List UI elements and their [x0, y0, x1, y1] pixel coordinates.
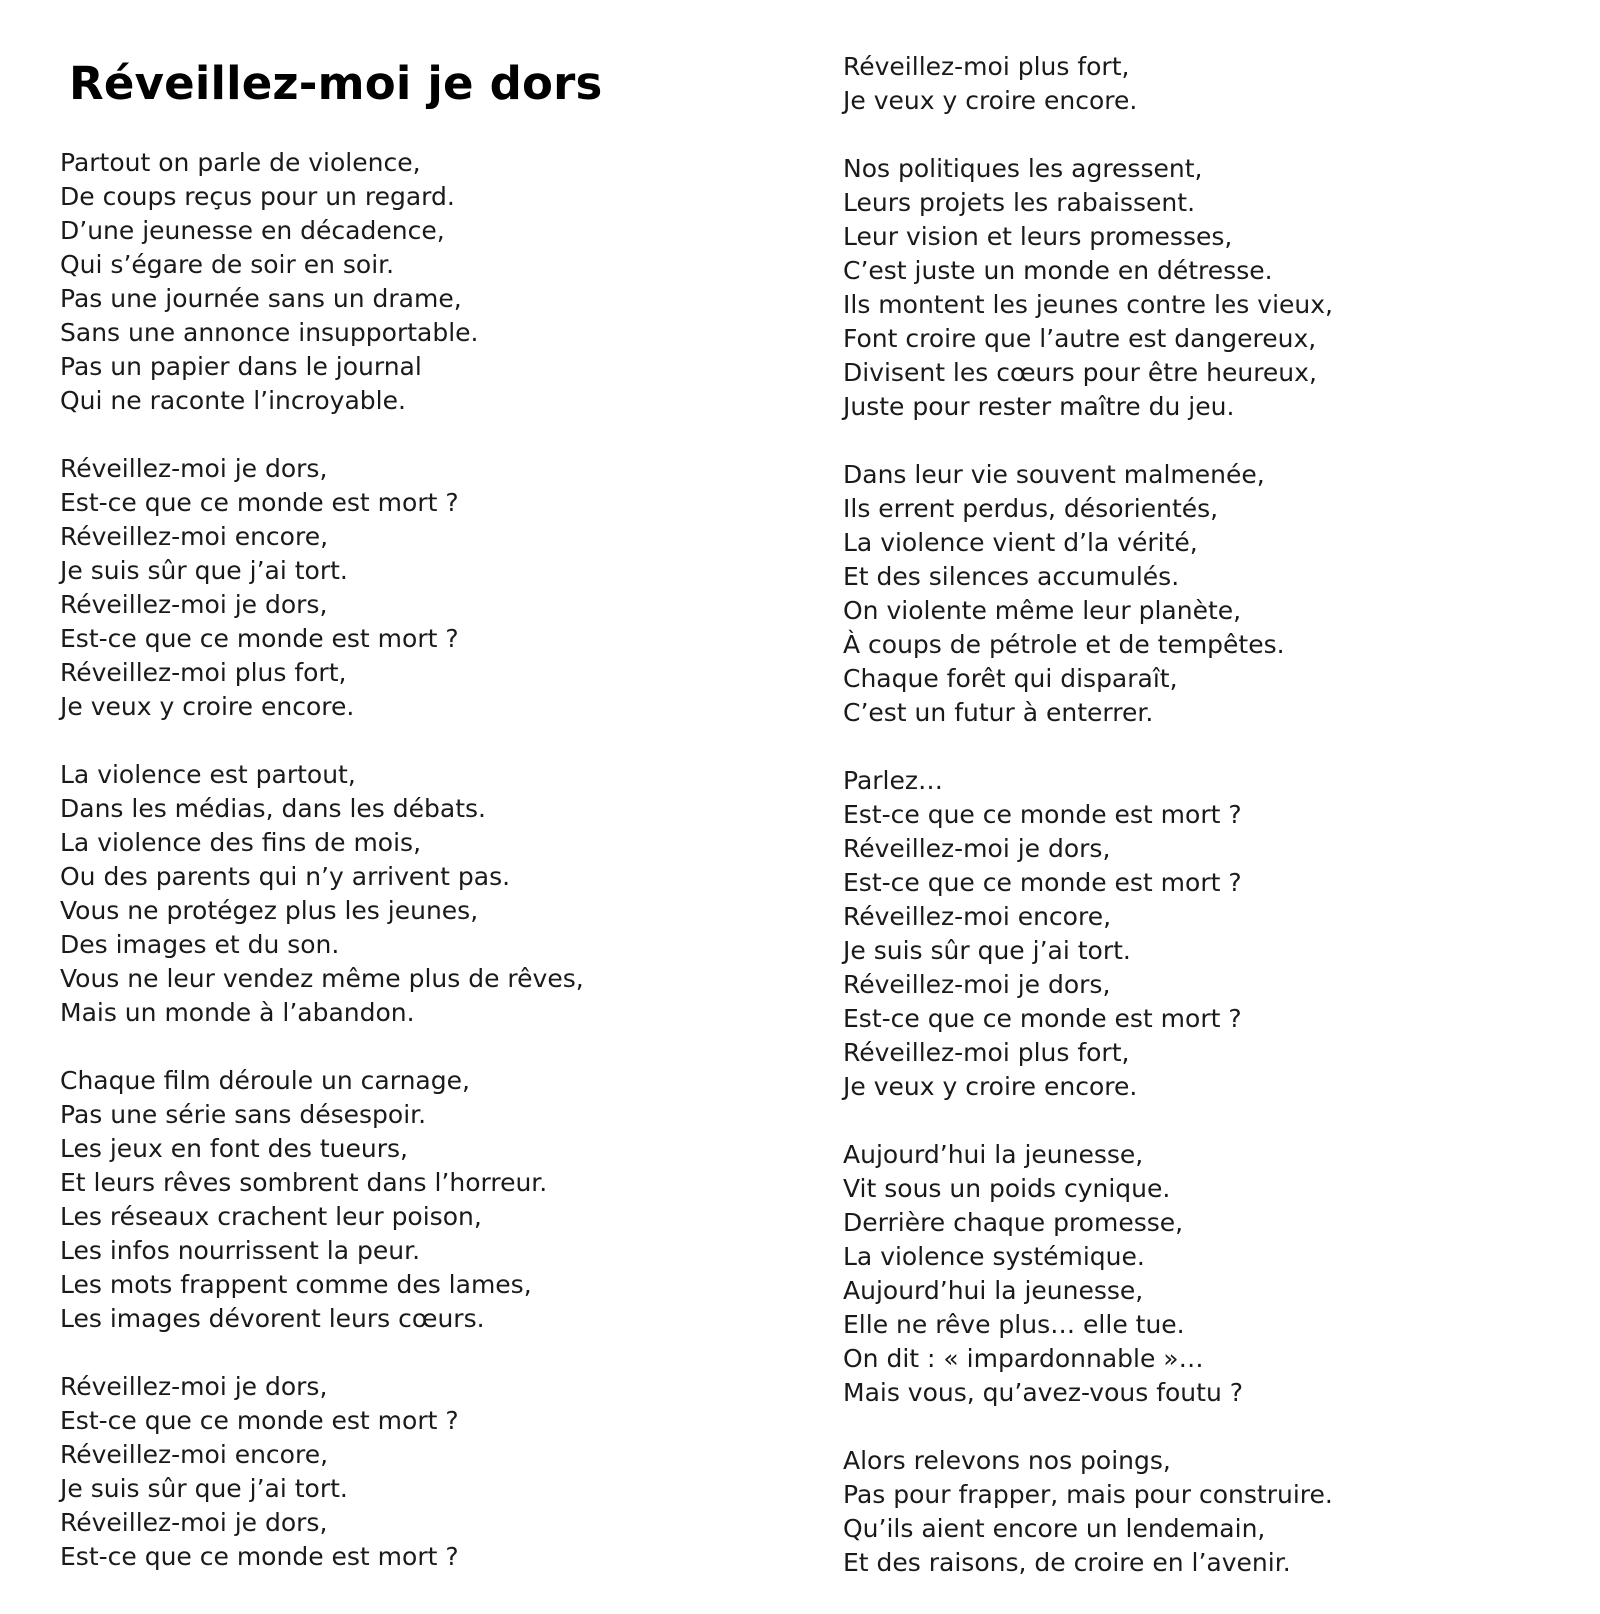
verse-line: Font croire que l’autre est dangereux, — [843, 324, 1317, 353]
verse-line: Réveillez-moi je dors, — [60, 454, 328, 483]
verse-line: Est-ce que ce monde est mort ? — [60, 1406, 459, 1435]
verse-line: Mais vous, qu’avez-vous foutu ? — [843, 1378, 1243, 1407]
verse-line: Nos politiques les agressent, — [843, 154, 1203, 183]
stanza — [843, 764, 1563, 1104]
verse-line: Derrière chaque promesse, — [843, 1208, 1184, 1237]
verse-line: Est-ce que ce monde est mort ? — [60, 488, 459, 517]
stanza — [60, 758, 780, 1030]
verse-line: Réveillez-moi plus fort, — [60, 658, 347, 687]
verse-line: Qui s’égare de soir en soir. — [60, 250, 395, 279]
verse-line: Réveillez-moi encore, — [843, 902, 1112, 931]
verse-line: Parlez… — [843, 766, 943, 795]
verse-line: Réveillez-moi encore, — [60, 1440, 329, 1469]
verse-line: Qu’ils aient encore un lendemain, — [843, 1514, 1266, 1543]
verse-line: Les images dévorent leurs cœurs. — [60, 1304, 485, 1333]
verse-line: C’est un futur à enterrer. — [843, 698, 1154, 727]
verse-line: De coups reçus pour un regard. — [60, 182, 455, 211]
verse-line: On violente même leur planète, — [843, 596, 1242, 625]
stanza — [60, 452, 780, 724]
verse-line: Est-ce que ce monde est mort ? — [843, 868, 1242, 897]
verse-line: Pas un papier dans le journal — [60, 352, 422, 381]
verse-line: Réveillez-moi encore, — [60, 522, 329, 551]
stanza — [843, 50, 1563, 118]
verse-line: Et leurs rêves sombrent dans l’horreur. — [60, 1168, 548, 1197]
verse-line: Et des silences accumulés. — [843, 562, 1180, 591]
verse-line: Réveillez-moi plus fort, — [843, 1038, 1130, 1067]
verse-line: Réveillez-moi plus fort, — [843, 52, 1130, 81]
verse-line: Et des raisons, de croire en l’avenir. — [843, 1548, 1291, 1577]
right-column — [843, 50, 1563, 1614]
verse-line: Réveillez-moi je dors, — [843, 970, 1111, 999]
left-column — [60, 146, 780, 1608]
verse-line: D’une jeunesse en décadence, — [60, 216, 445, 245]
verse-line: Ou des parents qui n’y arrivent pas. — [60, 862, 511, 891]
verse-line: Ils errent perdus, désorientés, — [843, 494, 1219, 523]
verse-line: La violence systémique. — [843, 1242, 1145, 1271]
verse-line: Réveillez-moi je dors, — [843, 834, 1111, 863]
verse-line: Juste pour rester maître du jeu. — [843, 392, 1235, 421]
stanza — [60, 1370, 780, 1574]
verse-line: Vous ne protégez plus les jeunes, — [60, 896, 479, 925]
verse-line: À coups de pétrole et de tempêtes. — [843, 630, 1285, 659]
verse-line: La violence des fins de mois, — [60, 828, 422, 857]
verse-line: Vous ne leur vendez même plus de rêves, — [60, 964, 584, 993]
verse-line: Je suis sûr que j’ai tort. — [60, 556, 348, 585]
verse-line: Est-ce que ce monde est mort ? — [60, 1542, 459, 1571]
verse-line: Pas une journée sans un drame, — [60, 284, 462, 313]
verse-line: C’est juste un monde en détresse. — [843, 256, 1273, 285]
stanza — [60, 1064, 780, 1336]
verse-line: Aujourd’hui la jeunesse, — [843, 1140, 1144, 1169]
verse-line: Chaque film déroule un carnage, — [60, 1066, 470, 1095]
verse-line: Les mots frappent comme des lames, — [60, 1270, 532, 1299]
verse-line: Leurs projets les rabaissent. — [843, 188, 1196, 217]
verse-line: Les infos nourrissent la peur. — [60, 1236, 421, 1265]
verse-line: Les jeux en font des tueurs, — [60, 1134, 408, 1163]
verse-line: Pas une série sans désespoir. — [60, 1100, 427, 1129]
verse-line: La violence vient d’la vérité, — [843, 528, 1198, 557]
verse-line: Aujourd’hui la jeunesse, — [843, 1276, 1144, 1305]
verse-line: Dans les médias, dans les débats. — [60, 794, 486, 823]
stanza — [843, 1444, 1563, 1580]
verse-line: Je veux y croire encore. — [60, 692, 355, 721]
verse-line: Chaque forêt qui disparaît, — [843, 664, 1178, 693]
verse-line: Leur vision et leurs promesses, — [843, 222, 1233, 251]
verse-line: Les réseaux crachent leur poison, — [60, 1202, 482, 1231]
verse-line: Alors relevons nos poings, — [843, 1446, 1171, 1475]
verse-line: Dans leur vie souvent malmenée, — [843, 460, 1265, 489]
verse-line: La violence est partout, — [60, 760, 356, 789]
stanza — [60, 146, 780, 418]
verse-line: Divisent les cœurs pour être heureux, — [843, 358, 1317, 387]
verse-line: Qui ne raconte l’incroyable. — [60, 386, 406, 415]
verse-line: Je suis sûr que j’ai tort. — [60, 1474, 348, 1503]
verse-line: On dit : « impardonnable »… — [843, 1344, 1204, 1373]
poem-title: Réveillez-moi je dors — [69, 57, 603, 110]
verse-line: Réveillez-moi je dors, — [60, 590, 328, 619]
verse-line: Réveillez-moi je dors, — [60, 1508, 328, 1537]
stanza — [843, 152, 1563, 424]
verse-line: Est-ce que ce monde est mort ? — [843, 1004, 1242, 1033]
verse-line: Réveillez-moi je dors, — [60, 1372, 328, 1401]
verse-line: Je veux y croire encore. — [843, 86, 1138, 115]
stanza — [843, 458, 1563, 730]
verse-line: Elle ne rêve plus… elle tue. — [843, 1310, 1185, 1339]
verse-line: Est-ce que ce monde est mort ? — [843, 800, 1242, 829]
verse-line: Ils montent les jeunes contre les vieux, — [843, 290, 1333, 319]
verse-line: Je veux y croire encore. — [843, 1072, 1138, 1101]
verse-line: Est-ce que ce monde est mort ? — [60, 624, 459, 653]
verse-line: Des images et du son. — [60, 930, 340, 959]
verse-line: Vit sous un poids cynique. — [843, 1174, 1171, 1203]
verse-line: Mais un monde à l’abandon. — [60, 998, 415, 1027]
verse-line: Je suis sûr que j’ai tort. — [843, 936, 1131, 965]
verse-line: Pas pour frapper, mais pour construire. — [843, 1480, 1333, 1509]
verse-line: Sans une annonce insupportable. — [60, 318, 479, 347]
verse-line: Partout on parle de violence, — [60, 148, 421, 177]
stanza — [843, 1138, 1563, 1410]
